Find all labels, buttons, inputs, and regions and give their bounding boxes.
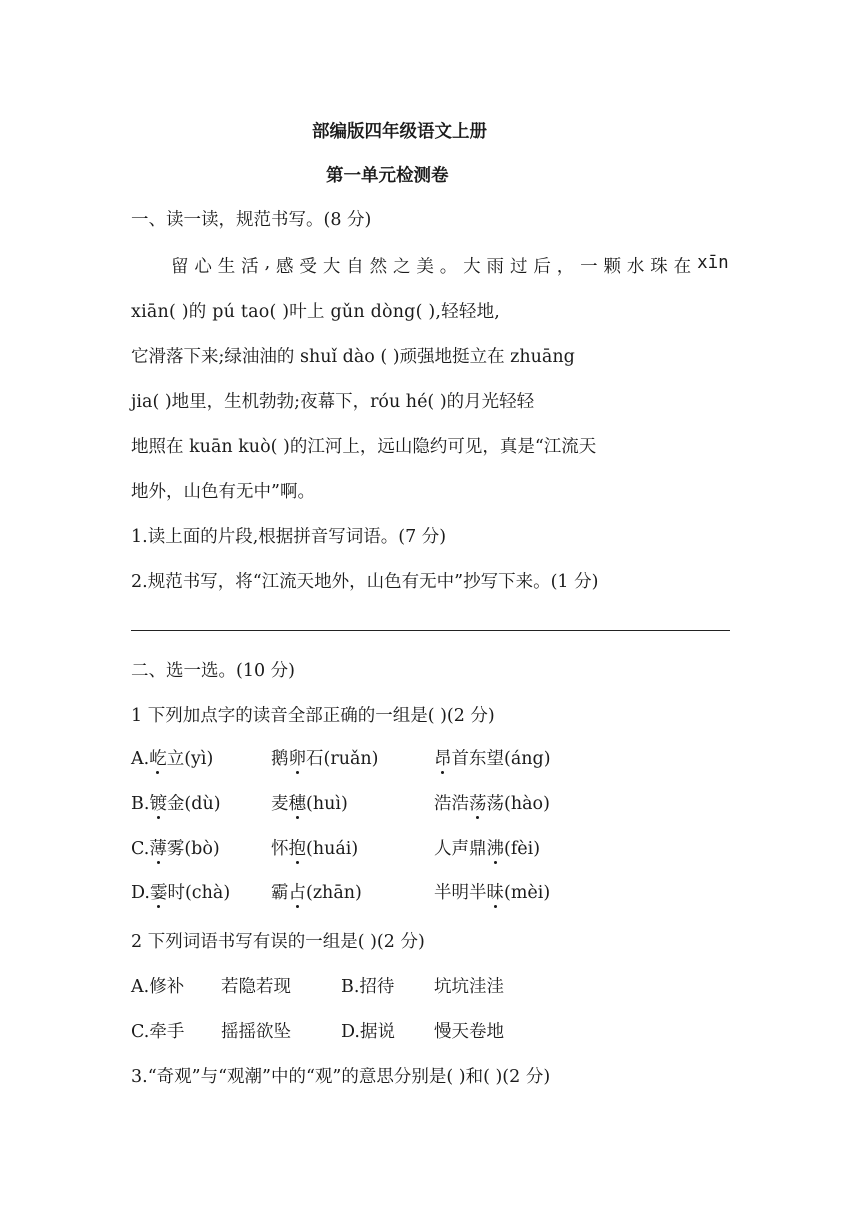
option-b-word-1: B.镀金(dù)	[131, 790, 221, 815]
option-d-word-3: 半明半昧(mèi)	[434, 879, 550, 904]
option-c-word-2: 怀抱(huái)	[271, 835, 358, 860]
option-c-word-3: 人声鼎沸(fèi)	[434, 835, 540, 860]
passage-line-1: 留 心 生 活 , 感 受 大 自 然 之 美 。 大 雨 过 后 ， 一 颗 水 珠 在 xīn	[171, 253, 729, 277]
section-1-heading: 一、读一读，规范书写。(8 分)	[131, 210, 372, 230]
option-d-word-2: 霸占(zhān)	[271, 879, 362, 904]
section-1-question-2: 2.规范书写，将“江流天地外，山色有无中”抄写下来。(1 分)	[131, 572, 599, 592]
passage-line-3: 它滑落下来;绿油油的 shuǐ dào ( )顽强地挺立在 zhuāng	[131, 347, 575, 367]
document-title: 部编版四年级语文上册	[312, 122, 487, 142]
passage-line-2: xiān( )的 pú tao( )叶上 gǔn dòng( ),轻轻地,	[131, 302, 501, 322]
option-a-word-3: 昂首东望(áng)	[434, 745, 551, 770]
option-c-item-1: C.牵手	[131, 1022, 185, 1042]
option-b-word-3: 浩浩荡荡(hào)	[434, 790, 550, 815]
option-c-item-2: 摇摇欲坠	[221, 1022, 291, 1042]
option-b-item-1: B.招待	[341, 977, 395, 997]
option-d-item-2: 慢天卷地	[434, 1022, 504, 1042]
option-a-item-2: 若隐若现	[221, 977, 291, 997]
passage-line-5: 地照在 kuān kuò( )的江河上，远山隐约可见，真是“江流天	[131, 437, 597, 457]
option-b-item-2: 坑坑洼洼	[434, 977, 504, 997]
option-a-item-1: A.修补	[131, 977, 185, 997]
question-3-stem: 3.“奇观”与“观潮”中的“观”的意思分别是( )和( )(2 分)	[131, 1067, 551, 1087]
option-b-word-2: 麦穗(huì)	[271, 790, 348, 815]
option-a-word-1: A.屹立(yì)	[131, 745, 213, 770]
question-2-stem: 2 下列词语书写有误的一组是( )(2 分)	[131, 932, 425, 952]
passage-line-4: jia( )地里，生机勃勃;夜幕下，róu hé( )的月光轻轻	[131, 392, 535, 412]
passage-line-6: 地外，山色有无中”啊。	[131, 482, 315, 502]
question-1-stem: 1 下列加点字的读音全部正确的一组是( )(2 分)	[131, 706, 495, 726]
option-d-item-1: D.据说	[341, 1022, 395, 1042]
option-a-word-2: 鹅卵石(ruǎn)	[271, 745, 379, 770]
section-2-heading: 二、选一选。(10 分)	[131, 661, 295, 681]
document-subtitle: 第一单元检测卷	[326, 166, 449, 186]
answer-line	[131, 630, 730, 631]
section-1-question-1: 1.读上面的片段,根据拼音写词语。(7 分)	[131, 527, 447, 547]
option-c-word-1: C.薄雾(bò)	[131, 835, 220, 860]
option-d-word-1: D.霎时(chà)	[131, 879, 230, 904]
